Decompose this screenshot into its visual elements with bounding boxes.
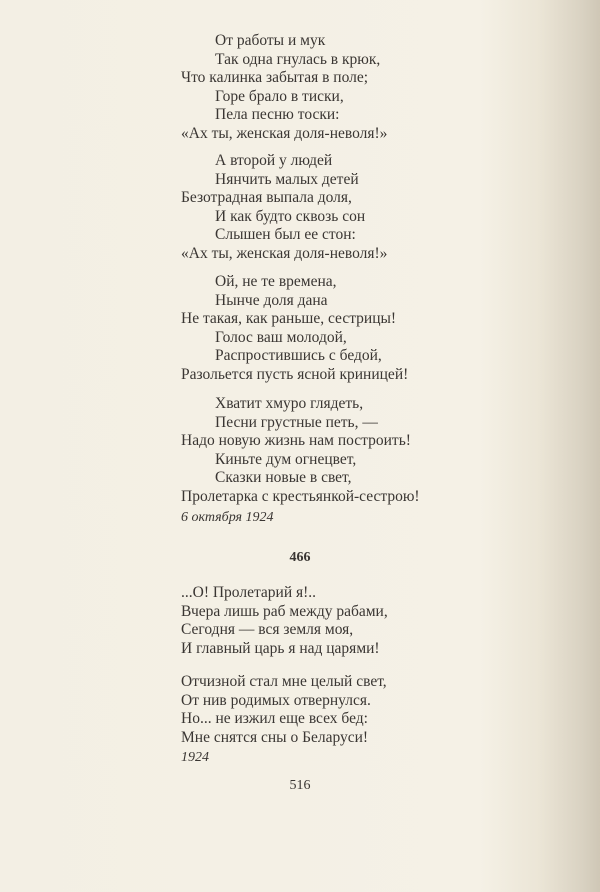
verse-line: ...О! Пролетарий я!.. [181, 584, 317, 601]
verse-line: Вчера лишь раб между рабами, [181, 602, 388, 620]
verse-line: Сегодня — вся земля моя, [181, 621, 354, 639]
verse-line: А второй у людей [215, 152, 333, 169]
verse-line: Нынче доля дана [215, 291, 328, 309]
verse-line: От нив родимых отвернулся. [181, 691, 371, 709]
verse-line: Разольется пусть ясной криницей! [181, 365, 409, 383]
verse-line: Пролетарка с крестьянкой-сестрою! [181, 487, 420, 505]
poem2-stanza-1 [181, 584, 388, 658]
poem1-stanza-4 [181, 395, 420, 507]
poem1-stanza-3 [181, 273, 408, 385]
verse-line: «Ах ты, женская доля-неволя!» [181, 244, 388, 262]
verse-line: Мне снятся сны о Беларуси! [181, 728, 369, 746]
verse-line: Не такая, как раньше, сестрицы! [181, 310, 397, 328]
poem1-date: 6 октября 1924 [181, 510, 274, 525]
verse-line: Сказки новые в свет, [215, 469, 352, 487]
verse-line: Слышен был ее стон: [215, 226, 356, 244]
verse-line: Ой, не те времена, [215, 273, 337, 290]
verse-line: Отчизной стал мне целый свет, [181, 673, 387, 690]
verse-line: И главный царь я над царями! [181, 639, 380, 657]
poem-number: 466 [289, 550, 311, 565]
page-number: 516 [289, 778, 311, 793]
verse-line: И как будто сквозь сон [215, 207, 366, 225]
poem2-stanza-2 [181, 673, 387, 747]
poem1-stanza-1 [181, 32, 387, 144]
verse-line: Так одна гнулась в крюк, [215, 50, 381, 68]
verse-line: Что калинка забытая в поле; [181, 69, 369, 87]
poem1-stanza-2 [181, 152, 387, 264]
verse-line: Горе брало в тиски, [215, 87, 344, 105]
verse-line: Безотрадная выпала доля, [181, 189, 352, 207]
verse-line: Голос ваш молодой, [215, 328, 347, 346]
verse-line: Киньте дум огнецвет, [215, 450, 357, 468]
poem2-date: 1924 [181, 750, 209, 765]
verse-line: Пела песню тоски: [215, 106, 340, 124]
verse-line: «Ах ты, женская доля-неволя!» [181, 124, 388, 142]
verse-line: Надо новую жизнь нам построить! [181, 432, 411, 450]
verse-line: Песни грустные петь, — [215, 413, 378, 431]
verse-line: Нянчить малых детей [215, 170, 359, 188]
verse-line: Хватит хмуро глядеть, [215, 395, 364, 412]
verse-line: Но... не изжил еще всех бед: [181, 710, 368, 728]
verse-line: Распростившись с бедой, [215, 347, 382, 365]
verse-line: От работы и мук [215, 32, 326, 49]
